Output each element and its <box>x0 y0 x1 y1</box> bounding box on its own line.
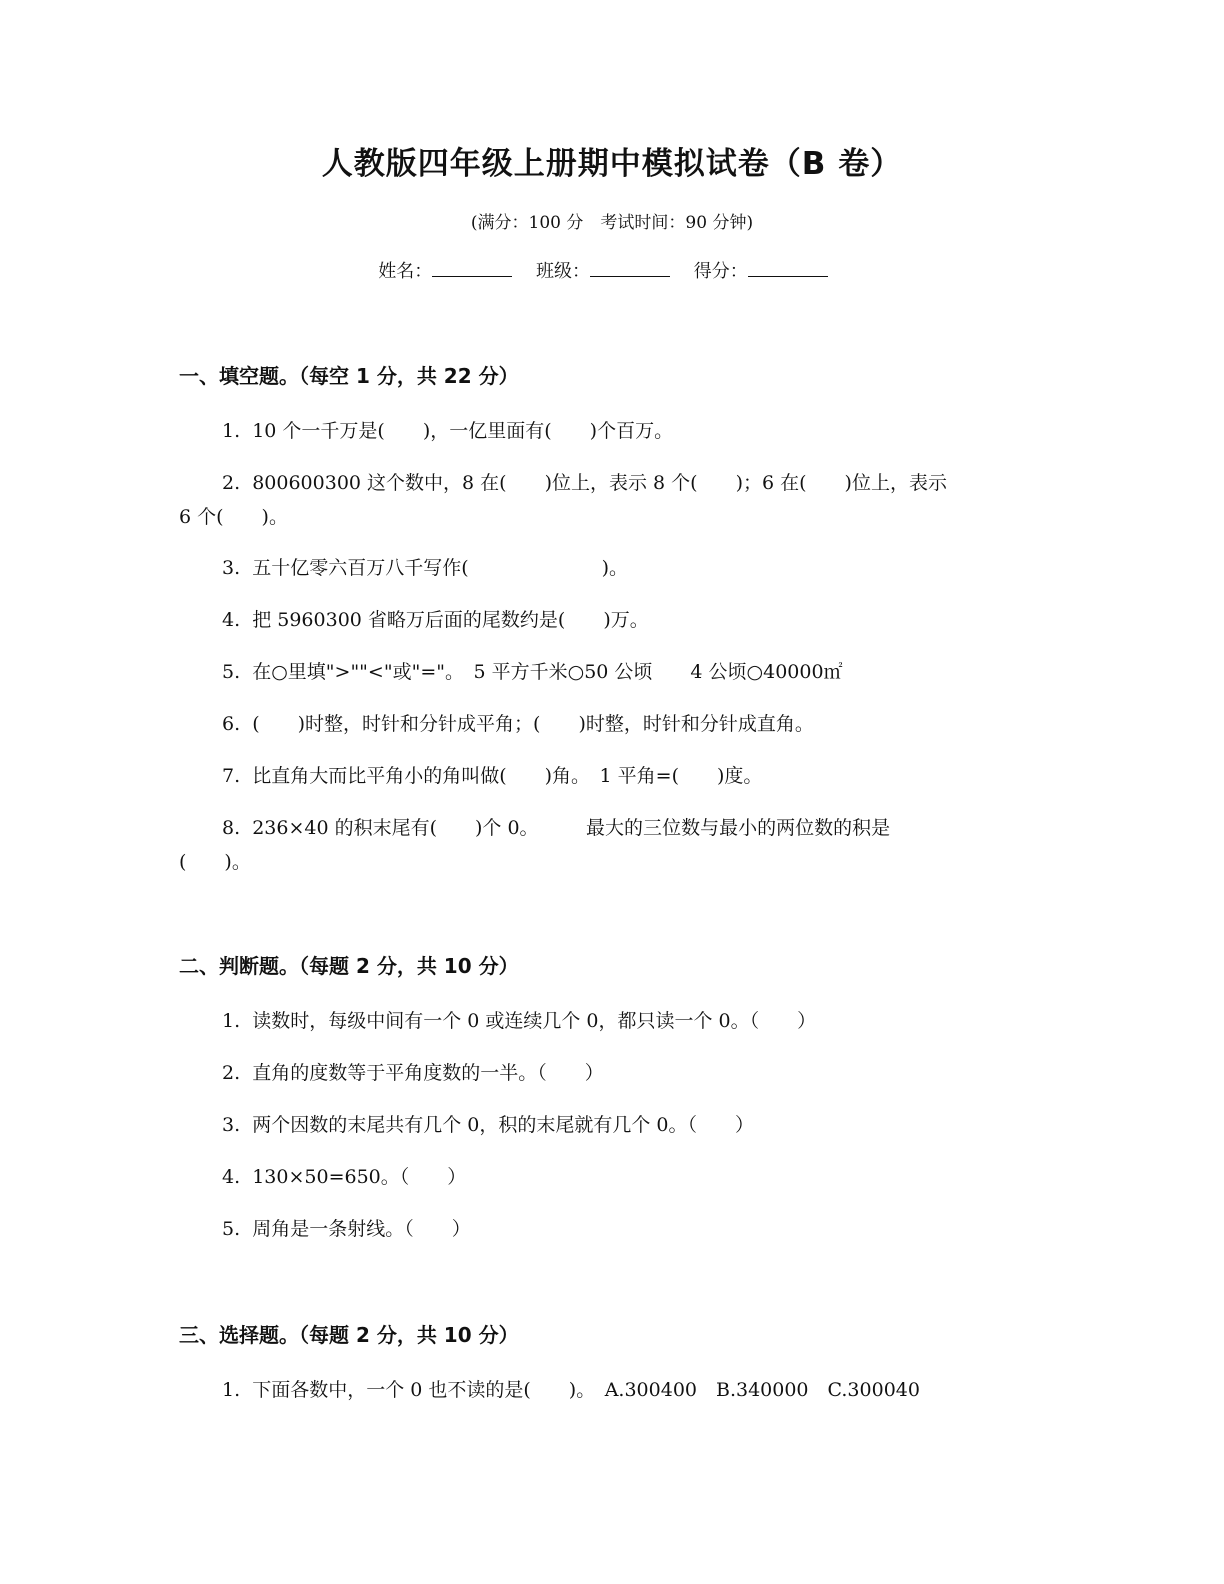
student-info-line <box>0 258 1224 286</box>
question-text: 5. 在○里填">""<"或"="。 5 平方千米○50 公顷 4 公顷○40000㎡ <box>222 661 843 683</box>
question-text: 4. 把 5960300 省略万后面的尾数约是( )万。 <box>222 609 649 631</box>
question-text: 2. 800600300 这个数中，8 在( )位上，表示 8 个( )；6 在( )位上，表示 <box>222 472 947 494</box>
question-text: 4. 130×50=650。（ ） <box>222 1166 467 1188</box>
question-text: 8. 236×40 的积末尾有( )个 0。 最大的三位数与最小的两位数的积是 <box>222 817 891 839</box>
question-text: 1. 10 个一千万是( )，一亿里面有( )个百万。 <box>222 420 674 442</box>
question-text: 2. 直角的度数等于平角度数的一半。（ ） <box>222 1062 604 1084</box>
question-text: 6. ( )时整，时针和分针成平角；( )时整，时针和分针成直角。 <box>222 713 814 735</box>
question-text: 3. 五十亿零六百万八千写作( )。 <box>222 557 629 579</box>
section-title-multiple-choice: 三、选择题。（每题 2 分，共 10 分） <box>179 1323 519 1347</box>
question-item <box>179 603 1039 637</box>
question-text: 1. 读数时，每级中间有一个 0 或连续几个 0，都只读一个 0。（ ） <box>222 1010 817 1032</box>
question-continuation: 6 个( )。 <box>179 506 288 528</box>
question-text: 3. 两个因数的末尾共有几个 0，积的末尾就有几个 0。（ ） <box>222 1114 754 1136</box>
question-item <box>179 1004 1039 1038</box>
question-item <box>179 1056 1039 1090</box>
question-text: 1. 下面各数中，一个 0 也不读的是( )。 A.300400 B.340000 C.300040 <box>222 1379 920 1401</box>
class-blank[interactable] <box>590 258 670 277</box>
question-item <box>179 1212 1039 1246</box>
question-item <box>179 551 1039 585</box>
question-item <box>179 1160 1039 1194</box>
exam-subtitle: (满分：100 分 考试时间：90 分钟) <box>470 213 754 233</box>
section-title-fill-blank: 一、填空题。（每空 1 分，共 22 分） <box>179 364 519 388</box>
question-item <box>179 466 1039 534</box>
page-title: 人教版四年级上册期中模拟试卷（B 卷） <box>321 146 903 182</box>
question-item <box>179 759 1039 793</box>
question-item <box>179 414 1039 448</box>
class-label: 班级： <box>536 261 590 282</box>
score-label: 得分： <box>693 261 748 282</box>
question-text: 5. 周角是一条射线。（ ） <box>222 1218 471 1240</box>
question-item <box>179 1373 1039 1407</box>
section-title-true-false: 二、判断题。（每题 2 分，共 10 分） <box>179 954 519 978</box>
question-item <box>179 655 1039 689</box>
score-blank[interactable] <box>748 258 828 277</box>
name-blank[interactable] <box>432 258 512 277</box>
question-item <box>179 707 1039 741</box>
name-label: 姓名： <box>378 261 433 282</box>
question-continuation: ( )。 <box>179 851 251 873</box>
question-text: 7. 比直角大而比平角小的角叫做( )角。 1 平角=( )度。 <box>222 765 763 787</box>
question-item <box>179 811 1039 879</box>
question-item <box>179 1108 1039 1142</box>
